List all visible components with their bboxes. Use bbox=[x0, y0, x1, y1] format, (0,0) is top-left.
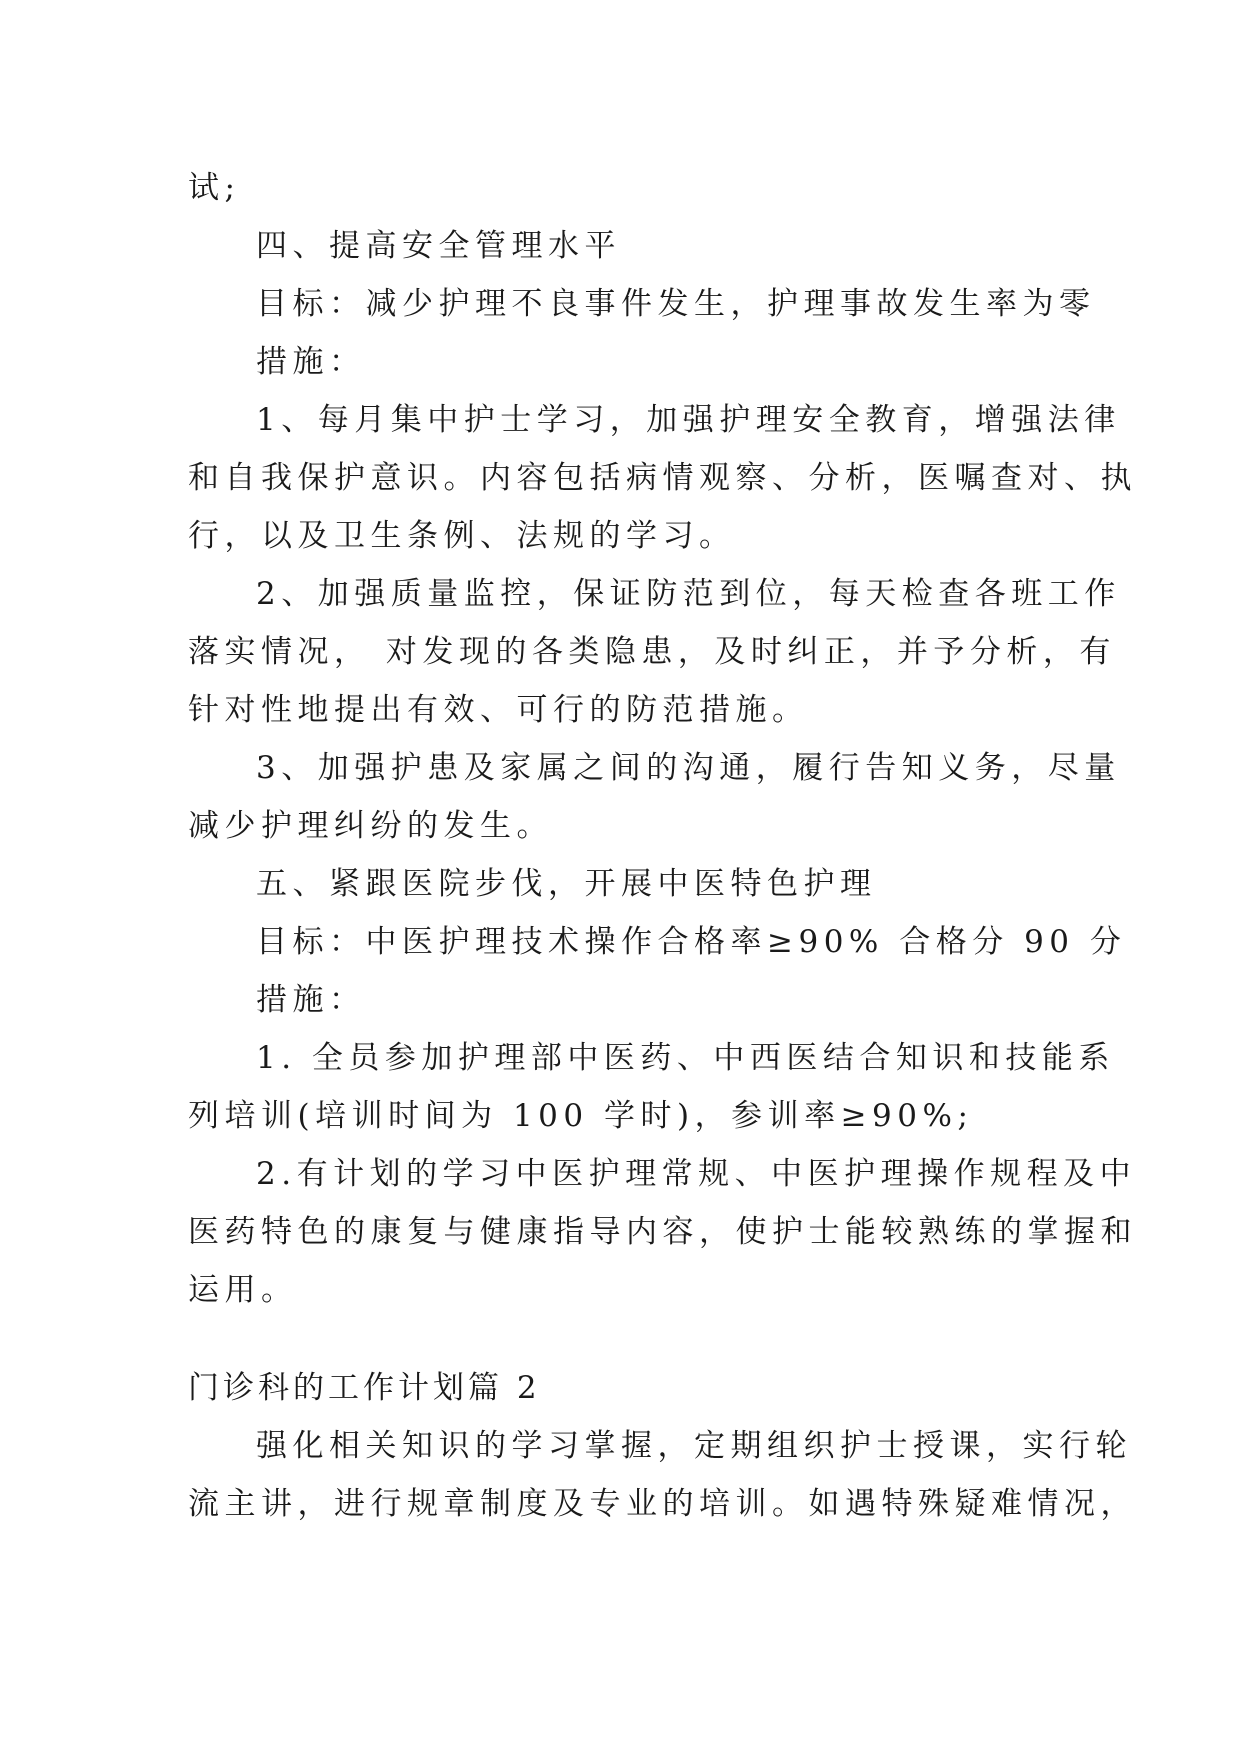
text-line: 措施： bbox=[256, 344, 366, 380]
text-line: 强化相关知识的学习掌握，定期组织护士授课，实行轮 bbox=[256, 1428, 1132, 1464]
section-heading: 四、提高安全管理水平 bbox=[256, 228, 621, 264]
text-line: 运用。 bbox=[188, 1272, 298, 1308]
text-line: 针对性地提出有效、可行的防范措施。 bbox=[188, 692, 809, 728]
article-title: 门诊科的工作计划篇 2 bbox=[188, 1370, 541, 1406]
text-line: 行，以及卫生条例、法规的学习。 bbox=[188, 518, 736, 554]
text-line: 减少护理纠纷的发生。 bbox=[188, 808, 553, 844]
text-line: 1. 全员参加护理部中医药、中西医结合知识和技能系 bbox=[256, 1040, 1115, 1076]
text-line: 流主讲，进行规章制度及专业的培训。如遇特殊疑难情况， bbox=[188, 1486, 1137, 1522]
text-line: 2.有计划的学习中医护理常规、中医护理操作规程及中 bbox=[256, 1156, 1137, 1192]
text-line: 列培训(培训时间为 100 学时)，参训率≥90%; bbox=[188, 1098, 974, 1134]
text-line: 2、加强质量监控，保证防范到位，每天检查各班工作 bbox=[256, 576, 1121, 612]
text-line: 1、每月集中护士学习，加强护理安全教育，增强法律 bbox=[256, 402, 1121, 438]
section-heading: 五、紧跟医院步伐，开展中医特色护理 bbox=[256, 866, 877, 902]
text-line: 目标：中医护理技术操作合格率≥90% 合格分 90 分 bbox=[256, 924, 1127, 960]
text-line: 3、加强护患及家属之间的沟通，履行告知义务，尽量 bbox=[256, 750, 1121, 786]
text-line: 和自我保护意识。内容包括病情观察、分析，医嘱查对、执 bbox=[188, 460, 1137, 496]
text-line: 目标：减少护理不良事件发生，护理事故发生率为零 bbox=[256, 286, 1096, 322]
text-line: 落实情况， 对发现的各类隐患，及时纠正，并予分析，有 bbox=[188, 634, 1116, 670]
text-line: 医药特色的康复与健康指导内容，使护士能较熟练的掌握和 bbox=[188, 1214, 1137, 1250]
text-line: 措施： bbox=[256, 982, 366, 1018]
text-line: 试; bbox=[188, 170, 241, 206]
